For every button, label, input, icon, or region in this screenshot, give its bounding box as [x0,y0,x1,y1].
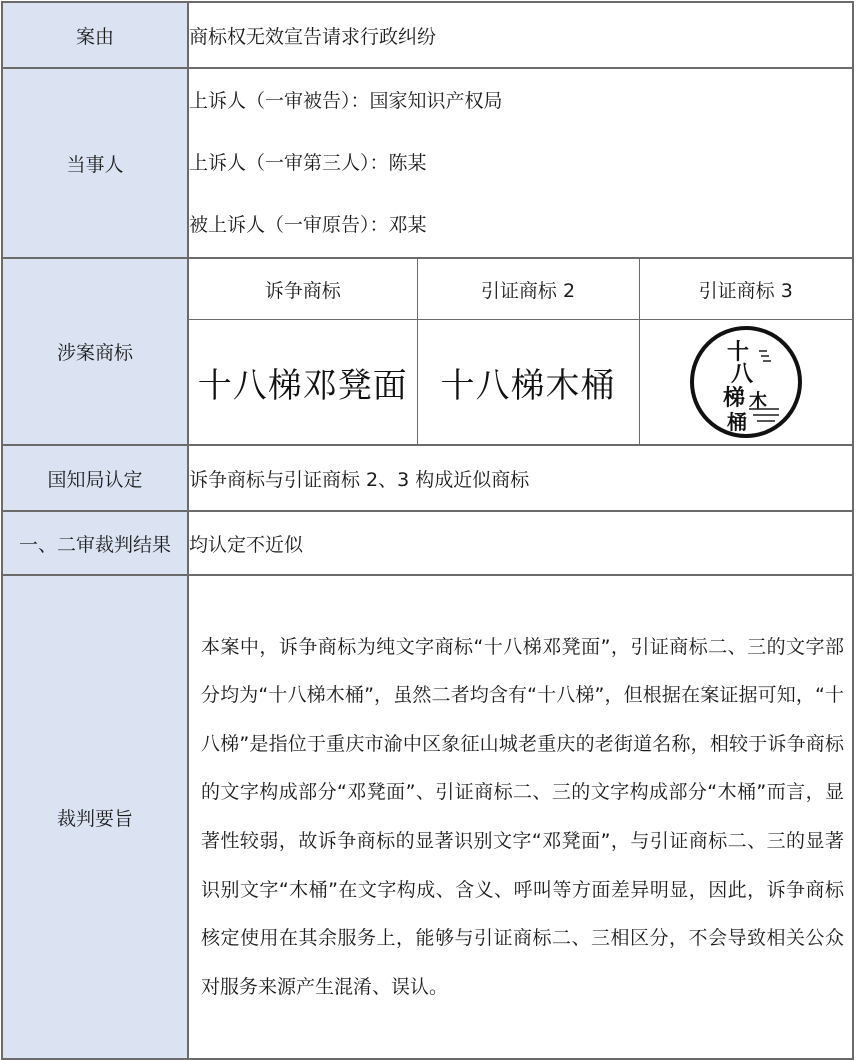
logo-char-4: 木 [748,391,767,412]
value-cause: 商标权无效宣告请求行政纠纷 [188,2,853,68]
logo-char-1: 十 [726,339,749,365]
disputed-mark-cell [189,320,417,445]
disputed-mark-text: 十八梯邓凳面 [197,365,408,406]
header-cited-mark-2: 引证商标 2 [417,259,639,320]
label-gist: 裁判要旨 [2,575,188,1059]
label-trademarks: 涉案商标 [2,258,188,445]
cited-mark-3-cell [639,320,852,445]
party-appellee: 被上诉人（一审原告）：邓某 [189,214,427,236]
value-cnipa: 诉争商标与引证商标 2、3 构成近似商标 [188,445,853,511]
cited-mark-2-cell [417,320,639,445]
party-appellant-2: 上诉人（一审第三人）：陈某 [189,152,427,174]
row-parties [2,68,853,258]
row-judgment [2,511,853,575]
label-cnipa: 国知局认定 [2,445,188,511]
cited-mark-2-text: 十八梯木桶 [440,365,616,406]
label-cause: 案由 [2,2,188,68]
header-disputed-mark: 诉争商标 [189,259,417,320]
logo-char-3: 梯 [722,385,745,411]
value-trademarks [188,258,853,445]
row-cause [2,2,853,68]
row-trademarks [2,258,853,445]
logo-char-5: 桶 [726,410,747,434]
logo-char-2: 八 [730,361,753,387]
value-gist-cell [188,575,853,1059]
trademark-table [189,259,852,444]
label-judgment: 一、二审裁判结果 [2,511,188,575]
row-cnipa [2,445,853,511]
header-cited-mark-3: 引证商标 3 [639,259,852,320]
value-judgment: 均认定不近似 [188,511,853,575]
party-appellant-1: 上诉人（一审被告）：国家知识产权局 [189,90,503,112]
case-summary-table [1,1,854,1060]
label-parties: 当事人 [2,68,188,258]
row-gist [2,575,853,1059]
gist-text: 本案中，诉争商标为纯文字商标“十八梯邓凳面”，引证商标二、三的文字部分均为“十八梯木桶”，虽然二者均含有“十八梯”，但根据在案证据可知，“十八梯”是指位于重庆市渝中区象征山城老重庆的老街道名称，相较于诉争商标的文字构成部分“邓凳面”、引证商标二、三的文字构成部分“木桶”而言，显著性较弱，故诉争商标的显著识别文字“邓凳面”，与引证商标二、三的显著识别文字“木桶”在文字构成、含义、呼叫等方面差异明显，因此，诉争商标核定使用在其余服务上，能够与引证商标二、三相区分，不会导致相关公众对服务来源产生混淆、误认。 [201,635,844,998]
value-parties [188,68,853,258]
round-seal-logo-icon [687,323,805,441]
